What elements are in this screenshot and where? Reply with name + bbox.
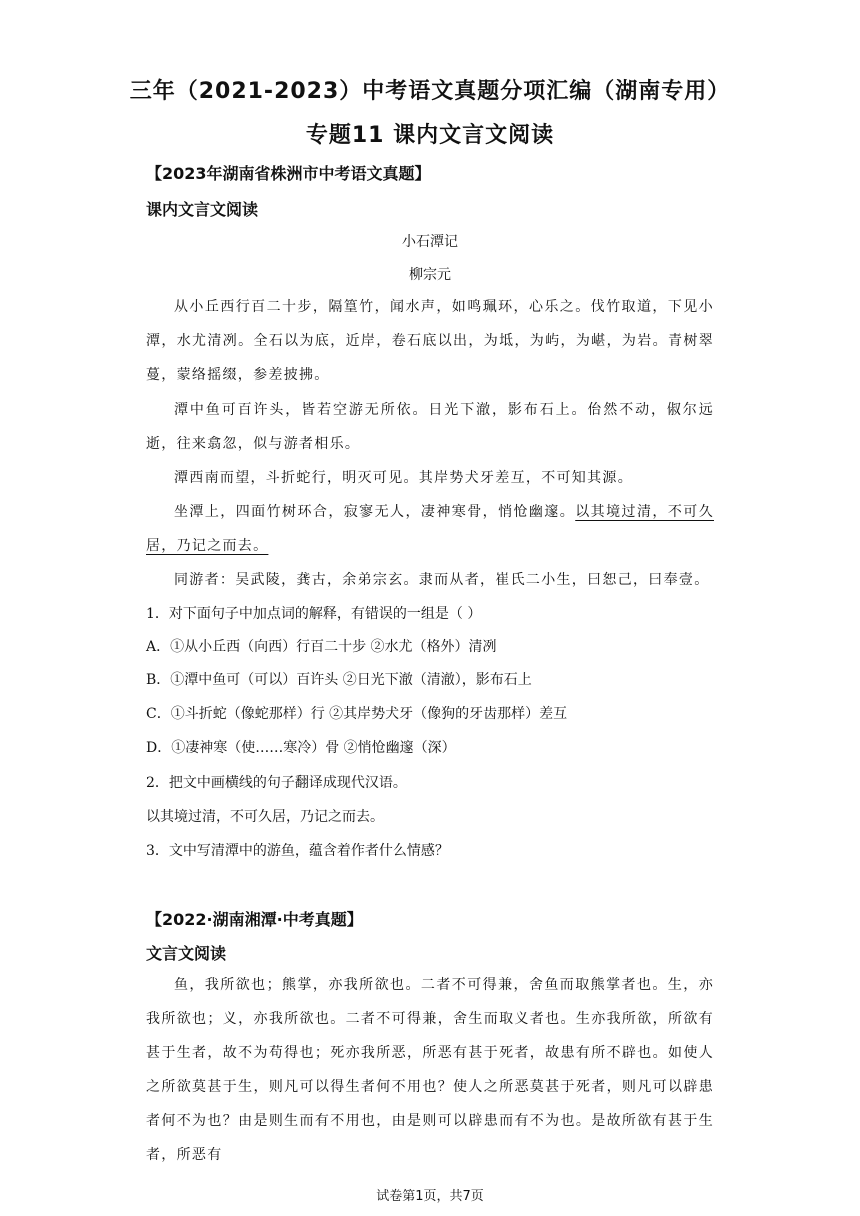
document-title: 三年（2021-2023）中考语文真题分项汇编（湖南专用） [129,79,731,104]
option-d: D．①凄神寒（使……寒冷）骨 ②悄怆幽邃（深） [146,740,456,756]
passage-paragraph-4 [146,495,714,563]
question-1: 1．对下面句子中加点词的解释，有错误的一组是（ ） [146,606,482,622]
page-footer: 试卷第1页，共7页 [376,1189,484,1204]
underlined-sentence: 以其境过清，不可久居，乃记之而去。 [146,504,714,554]
section2-source: 【2022·湖南湘潭·中考真题】 [146,910,363,929]
option-b: B．①潭中鱼可（可以）百许头 ②日光下澈（清澈），影布石上 [146,672,532,688]
passage-paragraph-1: 从小丘西行百二十步，隔篁竹，闻水声，如鸣珮环，心乐之。伐竹取道，下见小潭，水尤清冽。全石以为底，近岸，卷石底以出，为坻，为屿，为嵁，为岩。青树翠蔓，蒙络摇缀，参差披拂。 [146,299,714,383]
passage-author: 柳宗元 [409,267,451,283]
question-3: 3．文中写清潭中的游鱼，蕴含着作者什么情感？ [146,843,449,859]
document-subtitle: 专题11 课内文言文阅读 [305,123,555,148]
section1-heading: 课内文言文阅读 [146,200,259,219]
section1-source: 【2023年湖南省株洲市中考语文真题】 [146,164,431,183]
option-a: A．①从小丘西（向西）行百二十步 ②水尤（格外）清冽 [146,639,497,655]
question-2: 2．把文中画横线的句子翻译成现代汉语。 [146,775,407,791]
paragraph-4-text: 坐潭上，四面竹树环合，寂寥无人，凄神寒骨，悄怆幽邃。 [174,504,576,520]
option-c: C．①斗折蛇（像蛇那样）行 ②其岸势犬牙（像狗的牙齿那样）差互 [146,706,568,722]
passage-title: 小石潭记 [402,234,458,250]
passage-paragraph-5: 同游者：吴武陵，龚古，余弟宗玄。隶而从者，崔氏二小生，曰恕己，曰奉壹。 [174,572,710,588]
passage-paragraph-3: 潭西南而望，斗折蛇行，明灭可见。其岸势犬牙差互，不可知其源。 [174,470,633,486]
passage-paragraph-2: 潭中鱼可百许头，皆若空游无所依。日光下澈，影布石上。佁然不动，俶尔远逝，往来翕忽，似与游者相乐。 [146,402,714,452]
section2-heading: 文言文阅读 [146,944,227,963]
section2-paragraph-1: 鱼，我所欲也；熊掌，亦我所欲也。二者不可得兼，舍鱼而取熊掌者也。生，亦我所欲也；义，亦我所欲也。二者不可得兼，舍生而取义者也。生亦我所欲，所欲有甚于生者，故不为苟得也；死亦我所恶，所恶有甚于死者，故患有所不辟也。如使人之所欲莫甚于生，则凡可以得生者何不用也？使人之所恶莫甚于死者，则凡可以辟患者何不为也？由是则生而有不用也，由是则可以辟患而有不为也。是故所欲有甚于生者，所恶有 [146,977,714,1163]
question-2-sentence: 以其境过清，不可久居，乃记之而去。 [146,809,384,825]
